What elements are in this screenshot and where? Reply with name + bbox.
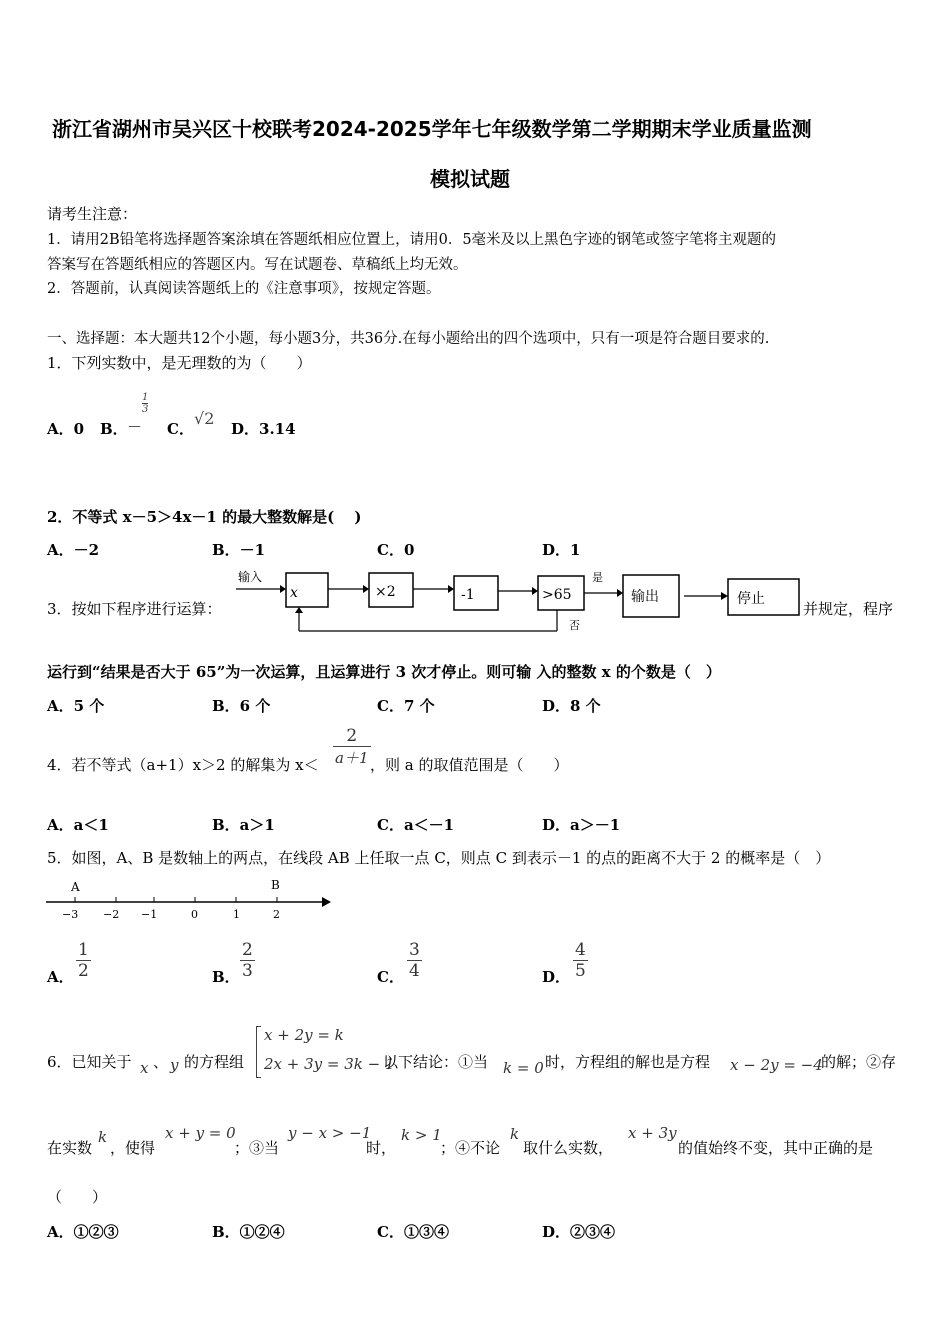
q6-eq4: x + y = 0 xyxy=(165,1124,236,1142)
q6-k0: k = 0 xyxy=(503,1059,544,1077)
q4-stem-a: 4．若不等式（a+1）x＞2 的解集为 x＜ xyxy=(47,756,319,774)
q1-option-b-minus: － xyxy=(127,418,143,436)
q6-var-y: y xyxy=(170,1056,179,1074)
q6-stem-e: 的解；②存 xyxy=(821,1053,897,1071)
q5-option-c-label: C． xyxy=(377,968,404,986)
notice-heading: 请考生注意： xyxy=(47,205,138,223)
q6-line2-e: ；④不论 xyxy=(440,1139,501,1157)
notice-item-1: 1．请用2B铅笔将选择题答案涂填在答题纸相应位置上，请用0．5毫米及以上黑色字迹的钢笔或签字笔将主观题的 xyxy=(47,232,777,248)
q6-stem-b: 的方程组 xyxy=(184,1053,245,1071)
q5-option-d-label: D． xyxy=(542,968,571,986)
q1-option-b-den: 3 xyxy=(142,404,149,415)
q2-stem: 2．不等式 x－5＞4x－1 的最大整数解是( ) xyxy=(47,508,362,526)
q3-flowchart xyxy=(228,565,806,637)
q4-frac-num: 2 xyxy=(346,726,358,746)
frac-num: 1 xyxy=(78,940,89,960)
q6-stem-a: 6．已知关于 xyxy=(47,1053,132,1071)
q5-option-b-label: B． xyxy=(212,968,240,986)
q4-option-c: C．a＜－1 xyxy=(377,816,455,834)
q6-line2-g: 的值始终不变，其中正确的是 xyxy=(678,1139,874,1157)
flow-stop: 停止 xyxy=(737,591,765,607)
tick-label: −2 xyxy=(103,908,120,921)
q1-stem: 1．下列实数中，是无理数的为（ ） xyxy=(47,354,312,372)
q6-line2-d: 时， xyxy=(366,1139,397,1157)
q6-eq3: x − 2y = −4 xyxy=(730,1056,823,1074)
q5-option-b-fraction xyxy=(240,940,255,981)
q5-option-c-fraction xyxy=(407,940,422,981)
flow-no-label: 否 xyxy=(569,619,580,632)
frac-num: 2 xyxy=(242,940,253,960)
q3-option-c: C．7 个 xyxy=(377,697,435,715)
page-title: 浙江省湖州市吴兴区十校联考2024-2025学年七年级数学第二学期期末学业质量监测 xyxy=(52,117,812,141)
q6-line2-b: ，使得 xyxy=(110,1139,156,1157)
tick-label: 0 xyxy=(191,908,198,921)
q6-var-x: x xyxy=(140,1059,149,1077)
frac-num: 3 xyxy=(409,940,420,960)
q6-paren: （ ） xyxy=(47,1188,108,1206)
q1-option-b-exponent xyxy=(142,392,148,415)
q2-option-a: A．－2 xyxy=(47,541,100,559)
frac-den: 3 xyxy=(242,961,253,981)
flow-gt65: >65 xyxy=(542,587,572,603)
q6-option-a: A．①②③ xyxy=(47,1223,119,1241)
q6-k: k xyxy=(98,1128,108,1146)
q6-sep: 、 xyxy=(153,1053,169,1071)
q2-option-b: B．－1 xyxy=(212,541,266,559)
q6-line2-f: 取什么实数， xyxy=(523,1139,614,1157)
q4-option-a: A．a＜1 xyxy=(47,816,109,834)
frac-den: 2 xyxy=(78,961,89,981)
q1-option-b-label: B． xyxy=(100,420,128,438)
q6-stem-d: 时，方程组的解也是方程 xyxy=(545,1053,711,1071)
q4-option-b: B．a＞1 xyxy=(212,816,275,834)
tick-label: 2 xyxy=(273,908,280,921)
q6-option-b: B．①②④ xyxy=(212,1223,285,1241)
flow-yes-label: 是 xyxy=(592,571,603,584)
q6-option-c: C．①③④ xyxy=(377,1223,449,1241)
q3-option-b: B．6 个 xyxy=(212,697,271,715)
q1-option-c-label: C． xyxy=(167,420,194,438)
q6-eq1: x + 2y = k xyxy=(264,1026,344,1044)
q6-k2: k xyxy=(510,1125,520,1143)
q6-brace xyxy=(256,1026,261,1078)
q4-option-d: D．a＞－1 xyxy=(542,816,621,834)
point-a-label: A xyxy=(71,880,80,894)
q6-option-d: D．②③④ xyxy=(542,1223,616,1241)
frac-num: 4 xyxy=(575,940,586,960)
q6-eq2: 2x + 3y = 3k − 1 xyxy=(264,1055,395,1073)
q2-option-d: D．1 xyxy=(542,541,581,559)
q5-option-a-fraction xyxy=(76,940,91,981)
q2-option-c: C．0 xyxy=(377,541,415,559)
q3-stem: 3．按如下程序进行运算： xyxy=(47,600,222,618)
flow-output: 输出 xyxy=(631,589,659,605)
tick-label: 1 xyxy=(233,908,240,921)
q3-stem-tail: 并规定，程序 xyxy=(803,600,894,618)
q5-option-d-fraction xyxy=(573,940,588,981)
q1-option-b-num: 1 xyxy=(142,392,149,403)
tick-label: −1 xyxy=(141,908,158,921)
q6-eq6: k > 1 xyxy=(401,1126,442,1144)
page-title-line2: 模拟试题 xyxy=(430,167,510,191)
flow-minus1: -1 xyxy=(461,587,475,603)
q3-option-a: A．5 个 xyxy=(47,697,105,715)
q6-stem-c: 以下结论：①当 xyxy=(383,1053,489,1071)
q4-frac-den: a＋1 xyxy=(333,746,371,768)
q3-option-d: D．8 个 xyxy=(542,697,601,715)
q3-stem-line2: 运行到“结果是否大于 65”为一次运算，且运算进行 3 次才停止。则可输 入的整数 x 的个数是（ ） xyxy=(47,663,721,681)
q1-option-a: A．0 xyxy=(47,420,85,438)
point-b-label: B xyxy=(271,878,280,892)
section-heading: 一、选择题：本大题共12个小题，每小题3分，共36分.在每小题给出的四个选项中，只有一项是符合题目要求的. xyxy=(47,331,770,347)
q6-eq7: x + 3y xyxy=(628,1124,677,1142)
q1-option-c-value: √2 xyxy=(194,409,215,428)
q5-number-line xyxy=(44,876,336,926)
tick-label: −3 xyxy=(62,908,79,921)
flow-times2: ×2 xyxy=(375,584,396,600)
q5-option-a-label: A． xyxy=(47,968,74,986)
q1-option-d: D．3.14 xyxy=(231,420,296,438)
q4-fraction xyxy=(333,726,371,768)
notice-item-1-cont: 答案写在答题纸相应的答题区内。写在试题卷、草稿纸上均无效。 xyxy=(47,257,468,273)
frac-den: 4 xyxy=(409,961,420,981)
notice-item-2: 2．答题前，认真阅读答题纸上的《注意事项》，按规定答题。 xyxy=(47,281,441,297)
q4-stem-b: ，则 a 的取值范围是（ ） xyxy=(370,756,569,774)
q6-line2-c: ；③当 xyxy=(234,1139,280,1157)
flow-input-label: 输入 xyxy=(238,570,263,584)
frac-den: 5 xyxy=(575,961,586,981)
q5-stem: 5．如图，A、B 是数轴上的两点，在线段 AB 上任取一点 C，则点 C 到表示－1 的点的距离不大于 2 的概率是（ ） xyxy=(47,849,831,867)
flow-x: x xyxy=(290,585,298,601)
q6-eq5: y − x > −1 xyxy=(288,1124,372,1142)
q6-line2-a: 在实数 xyxy=(47,1139,93,1157)
